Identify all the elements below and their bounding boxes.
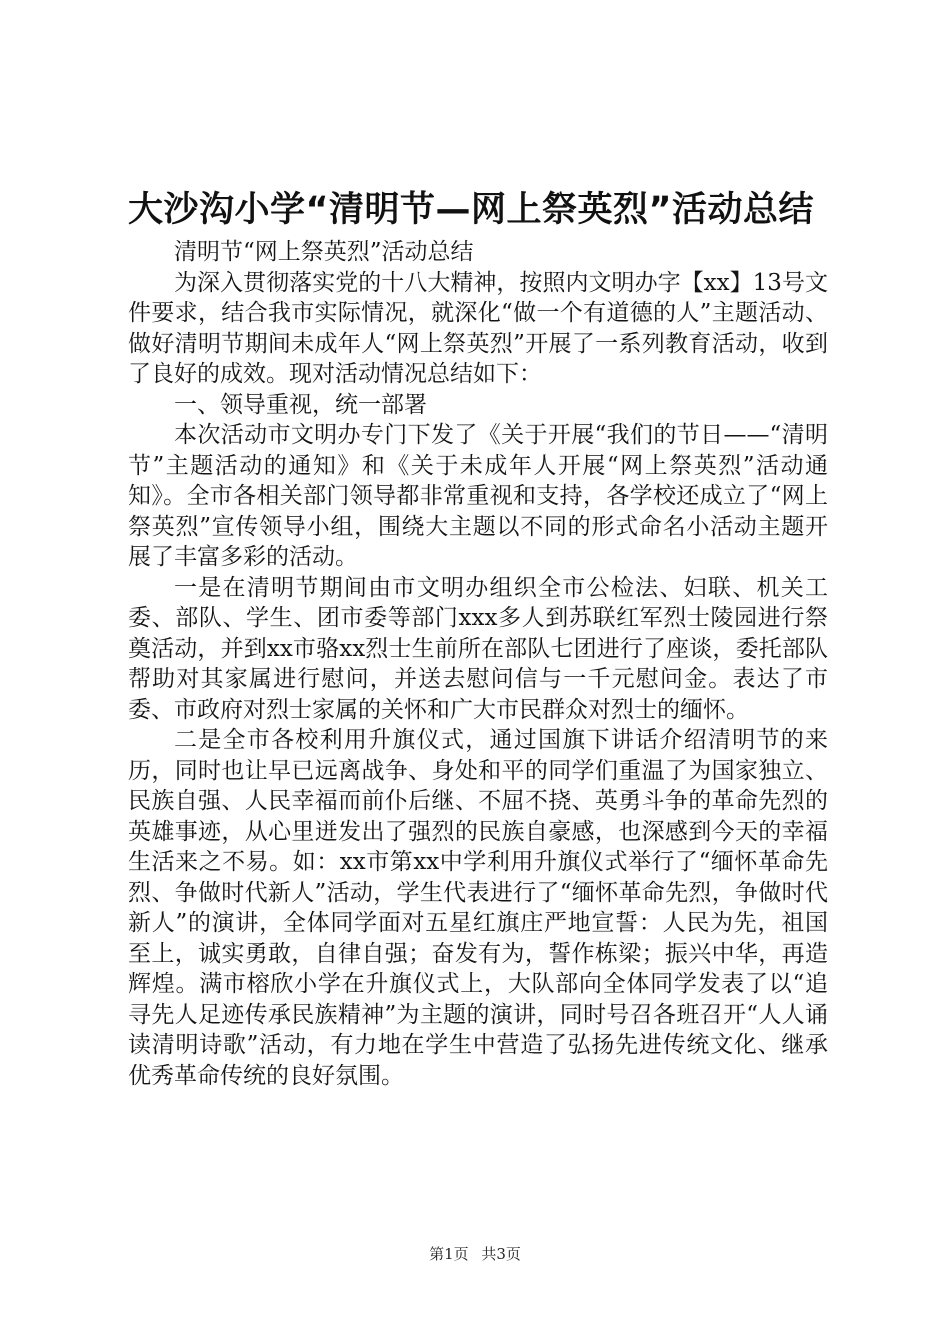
document-title: 大沙沟小学“清明节—网上祭英烈”活动总结 — [128, 190, 815, 230]
document-body — [128, 237, 828, 1091]
paragraph-activity-2: 二是全市各校利用升旗仪式，通过国旗下讲话介绍清明节的来历，同时也让早已远离战争、身处和平的同学们重温了为国家独立、民族自强、人民幸福而前仆后继、不屈不挠、英勇斗争的革命先烈的英雄事迹，从心里迸发出了强烈的民族自豪感，也深感到今天的幸福生活来之不易。如：xx市第xx中学利用升旗仪式举行了“缅怀革命先烈、争做时代新人”活动，学生代表进行了“缅怀革命先烈，争做时代新人”的演讲，全体同学面对五星红旗庄严地宣誓：人民为先，祖国至上，诚实勇敢，自律自强；奋发有为，誓作栋梁；振兴中华，再造辉煌。满市榕欣小学在升旗仪式上，大队部向全体同学发表了以“追寻先人足迹传承民族精神”为主题的演讲，同时号召各班召开“人人诵读清明诗歌”活动，有力地在学生中营造了弘扬先进传统文化、继承优秀革命传统的良好氛围。 — [128, 727, 828, 1089]
page-total: 共3页 — [481, 1245, 521, 1263]
paragraph-subtitle: 清明节“网上祭英烈”活动总结 — [174, 239, 474, 265]
paragraph-intro: 为深入贯彻落实党的十八大精神，按照内文明办字【xx】13号文件要求，结合我市实际情况，就深化“做一个有道德的人”主题活动、做好清明节期间未成年人“网上祭英烈”开展了一系列教育活动，收到了良好的成效。现对活动情况总结如下： — [128, 269, 828, 387]
paragraph-section-1: 本次活动市文明办专门下发了《关于开展“我们的节日——“清明节”主题活动的通知》和《关于未成年人开展“网上祭英烈”活动通知》。全市各相关部门领导都非常重视和支持，各学校还成立了“网上祭英烈”宣传领导小组，围绕大主题以不同的形式命名小活动主题开展了丰富多彩的活动。 — [128, 422, 828, 570]
section-heading: 一、领导重视，统一部署 — [174, 391, 427, 418]
page-number: 第1页 — [429, 1245, 469, 1263]
page-footer — [0, 1244, 950, 1264]
paragraph-activity-1: 一是在清明节期间由市文明办组织全市公检法、妇联、机关工委、部队、学生、团市委等部门xxx多人到苏联红军烈士陵园进行祭奠活动，并到xx市骆xx烈士生前所在部队七团进行了座谈，委托部队帮助对其家属进行慰问，并送去慰问信与一千元慰问金。表达了市委、市政府对烈士家属的关怀和广大市民群众对烈士的缅怀。 — [128, 574, 828, 723]
